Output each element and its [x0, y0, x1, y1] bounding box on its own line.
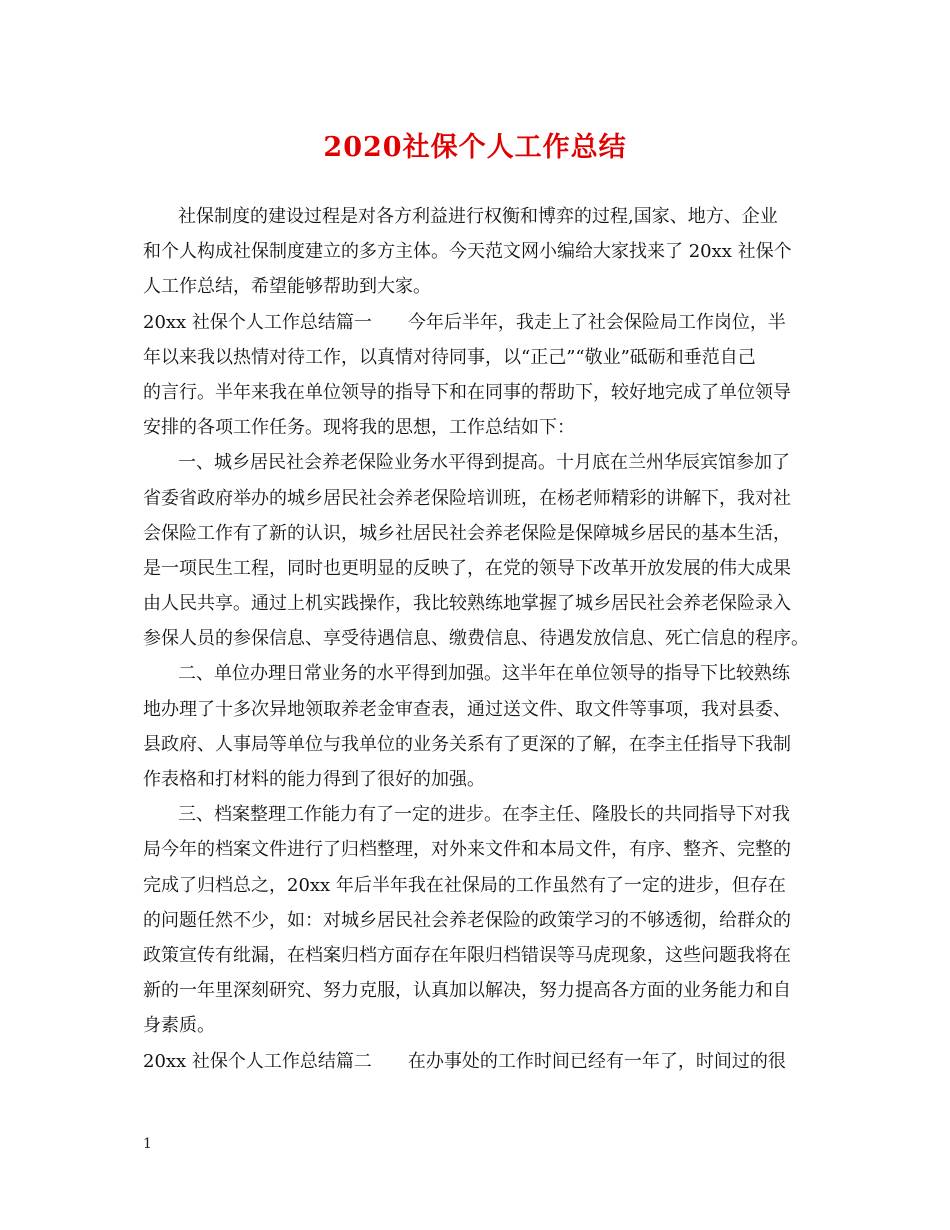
body-line: 完成了归档总之，20xx 年后半年我在社保局的工作虽然有了一定的进步，但存在 [143, 874, 786, 896]
body-line: 会保险工作有了新的认识，城乡社居民社会养老保险是保障城乡居民的基本生活， [143, 522, 791, 544]
document-body [143, 199, 823, 1079]
body-line: 社保制度的建设过程是对各方利益进行权衡和博弈的过程,国家、地方、企业 [178, 206, 778, 227]
body-line: 参保人员的参保信息、享受待遇信息、缴费信息、待遇发放信息、死亡信息的程序。 [143, 628, 809, 650]
body-line: 一、城乡居民社会养老保险业务水平得到提高。十月底在兰州华辰宾馆参加了 [178, 452, 790, 474]
body-line: 由人民共享。通过上机实践操作，我比较熟练地掌握了城乡居民社会养老保险录入 [143, 593, 791, 615]
body-line: 20xx 社保个人工作总结篇一 今年后半年，我走上了社会保险局工作岗位，半 [143, 311, 786, 333]
body-line: 政策宣传有纰漏，在档案归档方面存在年限归档错误等马虎现象，这些问题我将在 [143, 944, 791, 966]
body-line: 局今年的档案文件进行了归档整理，对外来文件和本局文件，有序、整齐、完整的 [143, 839, 791, 861]
body-line: 和个人构成社保制度建立的多方主体。今天范文网小编给大家找来了 20xx 社保个 [143, 241, 792, 263]
body-line: 安排的各项工作任务。现将我的思想，工作总结如下： [143, 417, 575, 439]
body-line: 二、单位办理日常业务的水平得到加强。这半年在单位领导的指导下比较熟练 [178, 663, 790, 685]
body-line: 人工作总结，希望能够帮助到大家。 [143, 276, 431, 298]
body-line: 县政府、人事局等单位与我单位的业务关系有了更深的了解，在李主任指导下我制 [143, 733, 791, 755]
body-line: 年以来我以热情对待工作，以真情对待同事，以“正己”“敬业”砥砺和垂范自己 [143, 346, 756, 368]
body-line: 20xx 社保个人工作总结篇二 在办事处的工作时间已经有一年了，时间过的很 [143, 1050, 786, 1072]
body-line: 省委省政府举办的城乡居民社会养老保险培训班，在杨老师精彩的讲解下，我对社 [143, 487, 791, 509]
body-line: 身素质。 [143, 1015, 215, 1037]
body-line: 是一项民生工程，同时也更明显的反映了，在党的领导下改革开放发展的伟大成果 [143, 557, 791, 579]
body-line: 作表格和打材料的能力得到了很好的加强。 [143, 769, 485, 790]
body-line: 新的一年里深刻研究、努力克服，认真加以解决，努力提高各方面的业务能力和自 [143, 980, 791, 1002]
body-line: 的言行。半年来我在单位领导的指导下和在同事的帮助下，较好地完成了单位领导 [143, 381, 791, 403]
body-line: 的问题任然不少，如：对城乡居民社会养老保险的政策学习的不够透彻，给群众的 [143, 909, 791, 931]
body-line: 地办理了十多次异地领取养老金审查表，通过送文件、取文件等事项，我对县委、 [143, 698, 791, 720]
page-number: 1 [143, 1136, 152, 1152]
document-title: 2020社保个人工作总结 [323, 132, 627, 163]
body-line: 三、档案整理工作能力有了一定的进步。在李主任、隆股长的共同指导下对我 [178, 804, 790, 826]
